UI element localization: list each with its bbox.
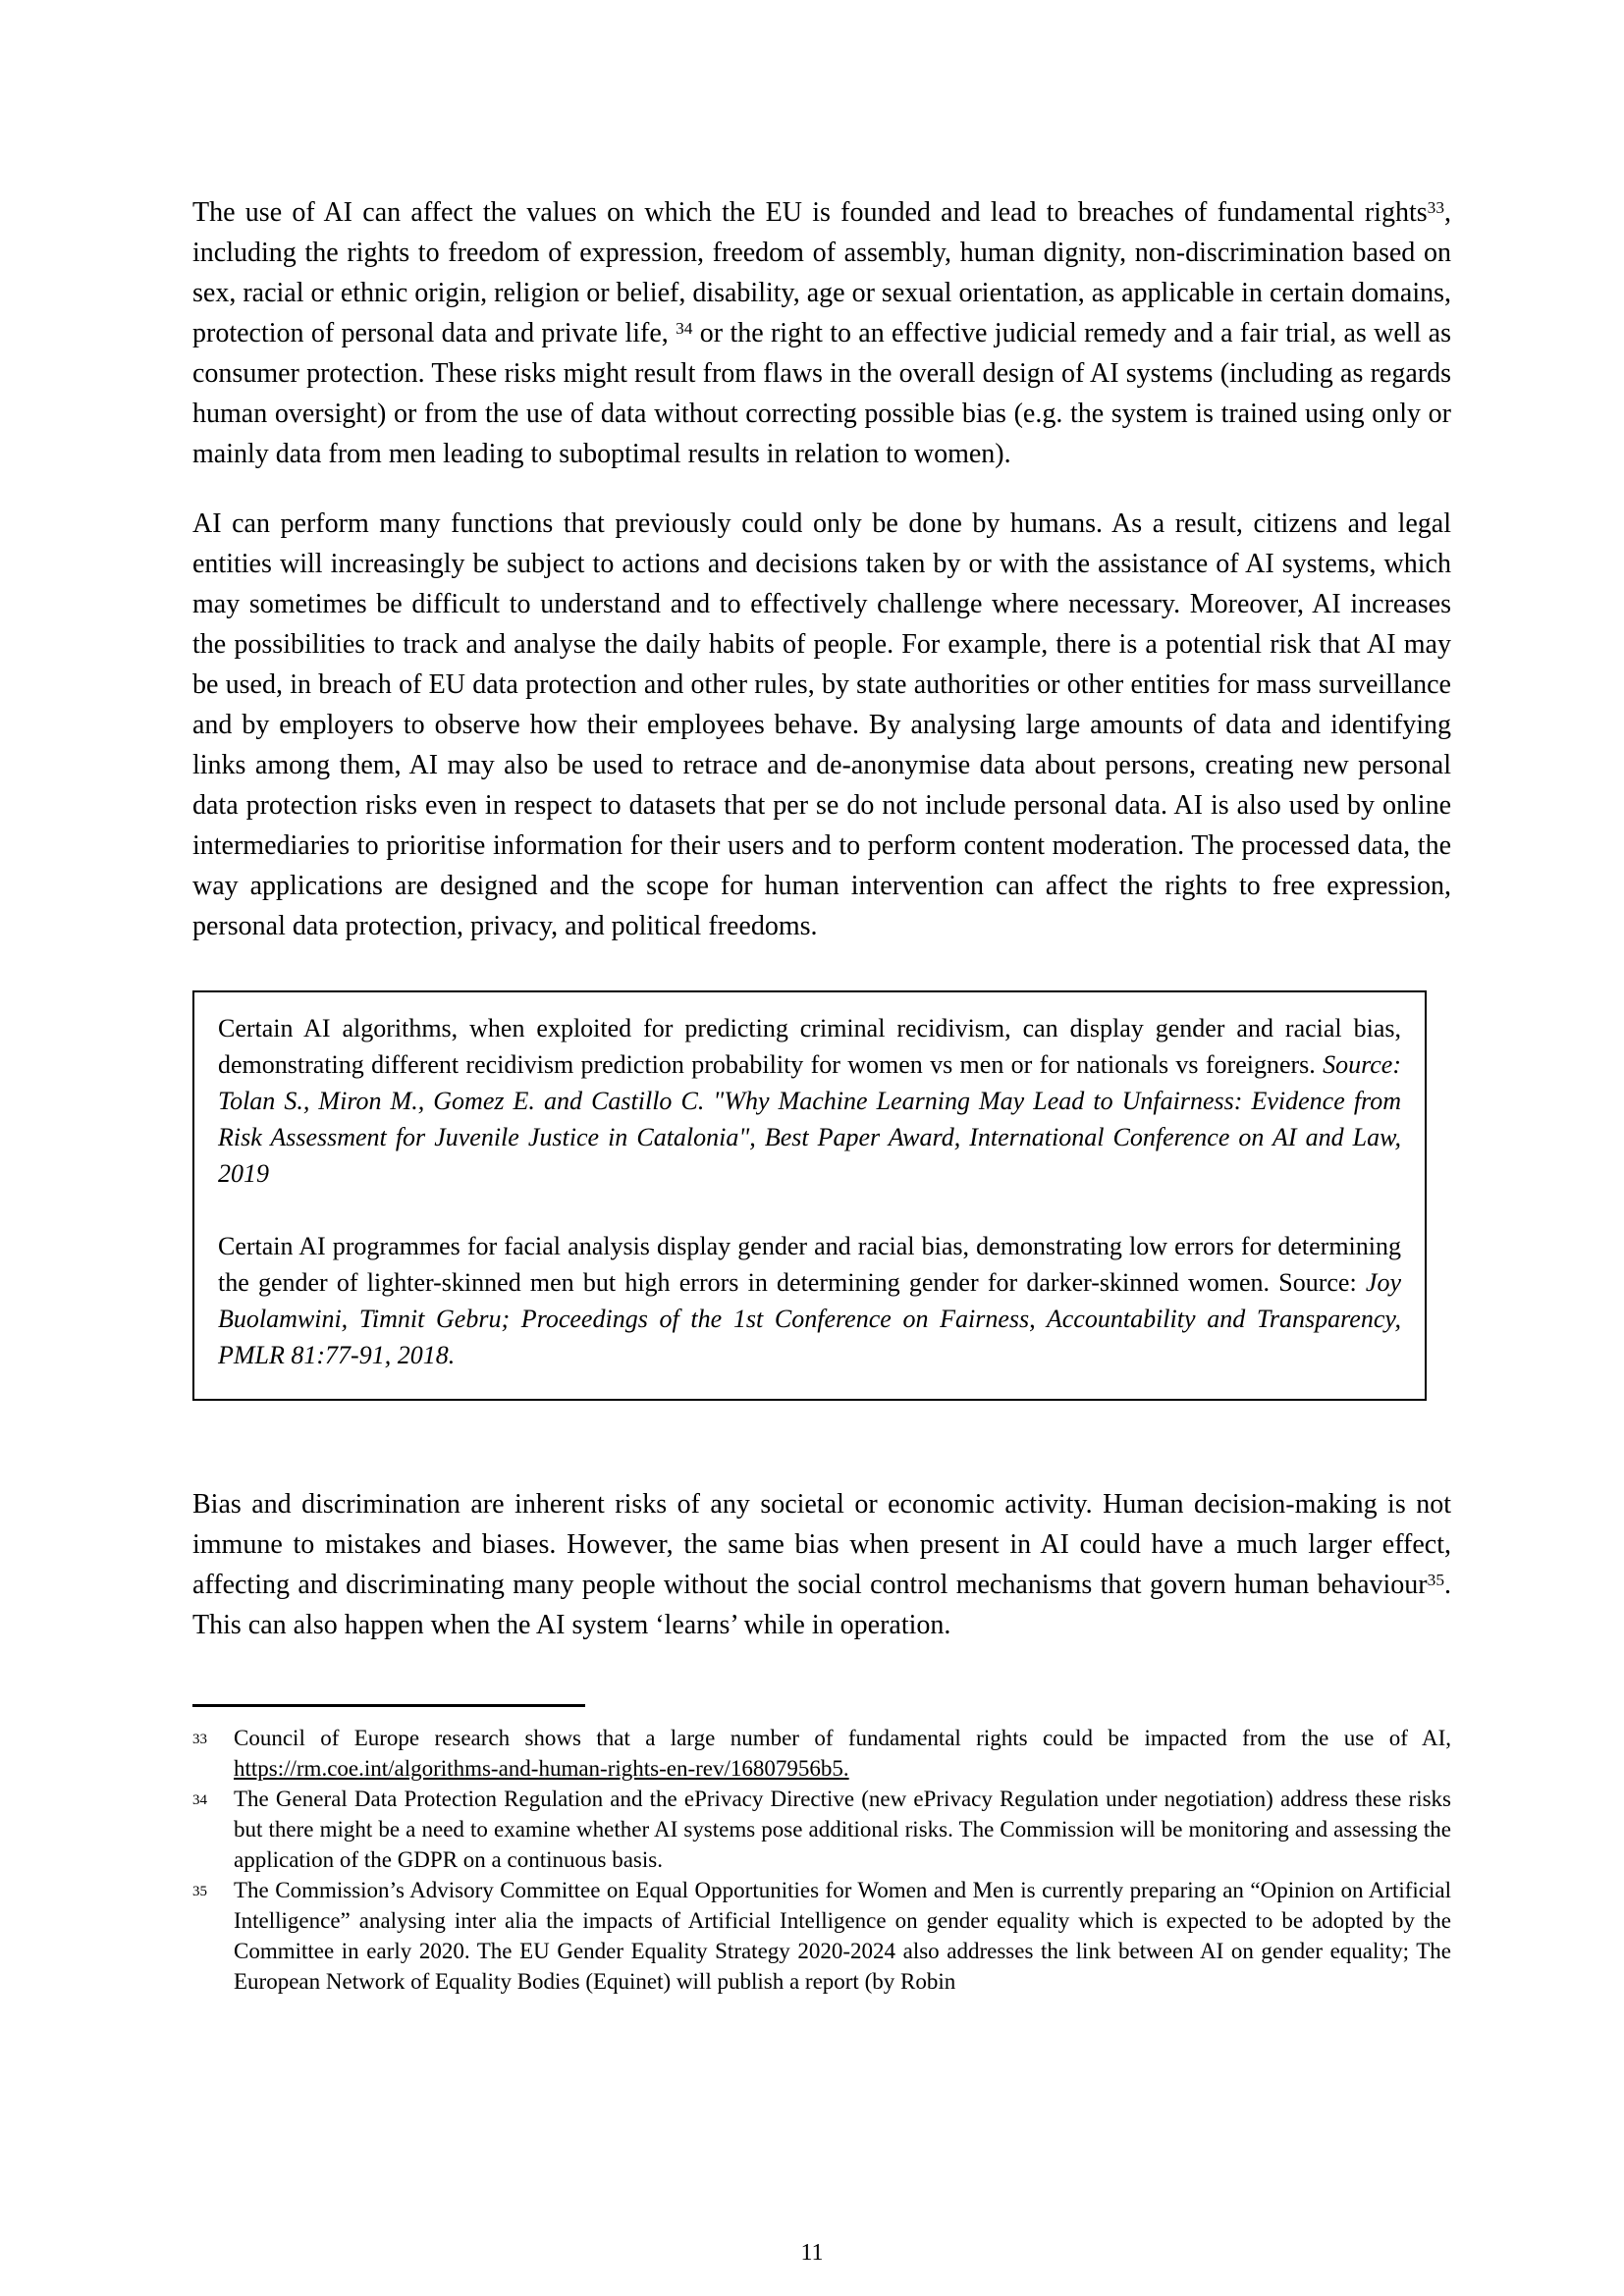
footnote-35	[192, 1875, 1451, 1997]
paragraph-ai-functions	[192, 504, 1451, 946]
text-run: The use of AI can affect the values on which the EU is founded and lead to breaches of fundamental rights	[192, 197, 1428, 228]
footnote-ref-35: 35	[1427, 1571, 1444, 1590]
text-run: or the right to an effective judicial remedy and a fair trial, as well as consumer protection. These risks might result from flaws in the overall design of AI systems (including as regards human oversight) or from the use of data without correcting possible bias (e.g. the system is trained using only or mainly data from men leading to suboptimal results in relation to women).	[192, 318, 1452, 469]
footnote-33-text	[234, 1723, 1451, 1784]
text-run: The Commission’s Advisory Committee on Equal Opportunities for Women and Men is currently preparing an “Opinion on Artificial Intelligence” analysing inter alia the impacts of Artificial Intelligence on gender equality which is expected to be adopted by the Committee in early 2020. The EU Gender Equality Strategy 2020-2024 also addresses the link between AI on gender equality; The European Network of Equality Bodies (Equinet) will publish a report (by Robin	[234, 1878, 1451, 1994]
text-run: Council of Europe research shows that a large number of fundamental rights could be impacted from the use of AI,	[234, 1726, 1451, 1750]
footnote-ref-33: 33	[1427, 198, 1444, 218]
footnote-33-link[interactable]: https://rm.coe.int/algorithms-and-human-rights-en-rev/16807956b5.	[234, 1756, 849, 1781]
source-citation-recidivism: Source: Tolan S., Miron M., Gomez E. and Castillo C. "Why Machine Learning May Lead to Unfairness: Evidence from Risk Assessment for Juvenile Justice in Catalonia", Best Paper Award, International Conference on AI and Law, 2019	[218, 1050, 1401, 1188]
footnote-34	[192, 1784, 1451, 1875]
text-run: . This can also happen when the AI system ‘learns’ while in operation.	[192, 1570, 1451, 1640]
text-run: Certain AI algorithms, when exploited for predicting criminal recidivism, can display gender and racial bias, demonstrating different recidivism prediction probability for women vs men or for nationals vs foreigners.	[218, 1014, 1401, 1079]
example-box	[192, 990, 1427, 1401]
footnote-ref-34: 34	[676, 319, 693, 339]
text-run: , including the rights to freedom of expression, freedom of assembly, human dignity, non-discrimination based on sex, racial or ethnic origin, religion or belief, disability, age or sexual orientation, as applicable in certain domains, protection of personal data and private life,	[192, 197, 1451, 348]
footnote-33	[192, 1723, 1451, 1784]
footnote-separator	[192, 1704, 585, 1707]
box-paragraph-facial-analysis	[218, 1228, 1401, 1373]
footnotes	[192, 1723, 1451, 1997]
paragraph-bias-discrimination	[192, 1484, 1451, 1645]
source-citation-facial-analysis: Joy Buolamwini, Timnit Gebru; Proceedings of the 1st Conference on Fairness, Accountability and Transparency, PMLR 81:77-91, 2018.	[218, 1268, 1401, 1369]
footnote-34-marker: 34	[192, 1792, 207, 1808]
text-run: Bias and discrimination are inherent risks of any societal or economic activity. Human decision-making is not immune to mistakes and biases. However, the same bias when present in AI could have a much larger effect, affecting and discriminating many people without the social control mechanisms that govern human behaviour	[192, 1489, 1451, 1600]
footnote-35-text	[234, 1875, 1451, 1997]
footnote-35-marker: 35	[192, 1884, 207, 1899]
page-number: 11	[800, 2240, 824, 2266]
text-run: Certain AI programmes for facial analysis display gender and racial bias, demonstrating low errors for determining the gender of lighter-skinned men but high errors in determining gender for darker-skinned women. Source:	[218, 1232, 1401, 1297]
footnote-33-marker: 33	[192, 1732, 207, 1747]
text-run: The General Data Protection Regulation and the ePrivacy Directive (new ePrivacy Regulation under negotiation) address these risks but there might be a need to examine whether AI systems pose additional risks. The Commission will be monitoring and assessing the application of the GDPR on a continuous basis.	[234, 1787, 1451, 1872]
footnote-34-text	[234, 1784, 1451, 1875]
box-paragraph-recidivism	[218, 1010, 1401, 1192]
paragraph-ai-values	[192, 192, 1451, 474]
text-run: AI can perform many functions that previously could only be done by humans. As a result, citizens and legal entities will increasingly be subject to actions and decisions taken by or with the assistance of AI systems, which may sometimes be difficult to understand and to effectively challenge where necessary. Moreover, AI increases the possibilities to track and analyse the daily habits of people. For example, there is a potential risk that AI may be used, in breach of EU data protection and other rules, by state authorities or other entities for mass surveillance and by employers to observe how their employees behave. By analysing large amounts of data and identifying links among them, AI may also be used to retrace and de-anonymise data about persons, creating new personal data protection risks even in respect to datasets that per se do not include personal data. AI is also used by online intermediaries to prioritise information for their users and to perform content moderation. The processed data, the way applications are designed and the scope for human intervention can affect the rights to free expression, personal data protection, privacy, and political freedoms.	[192, 508, 1451, 941]
